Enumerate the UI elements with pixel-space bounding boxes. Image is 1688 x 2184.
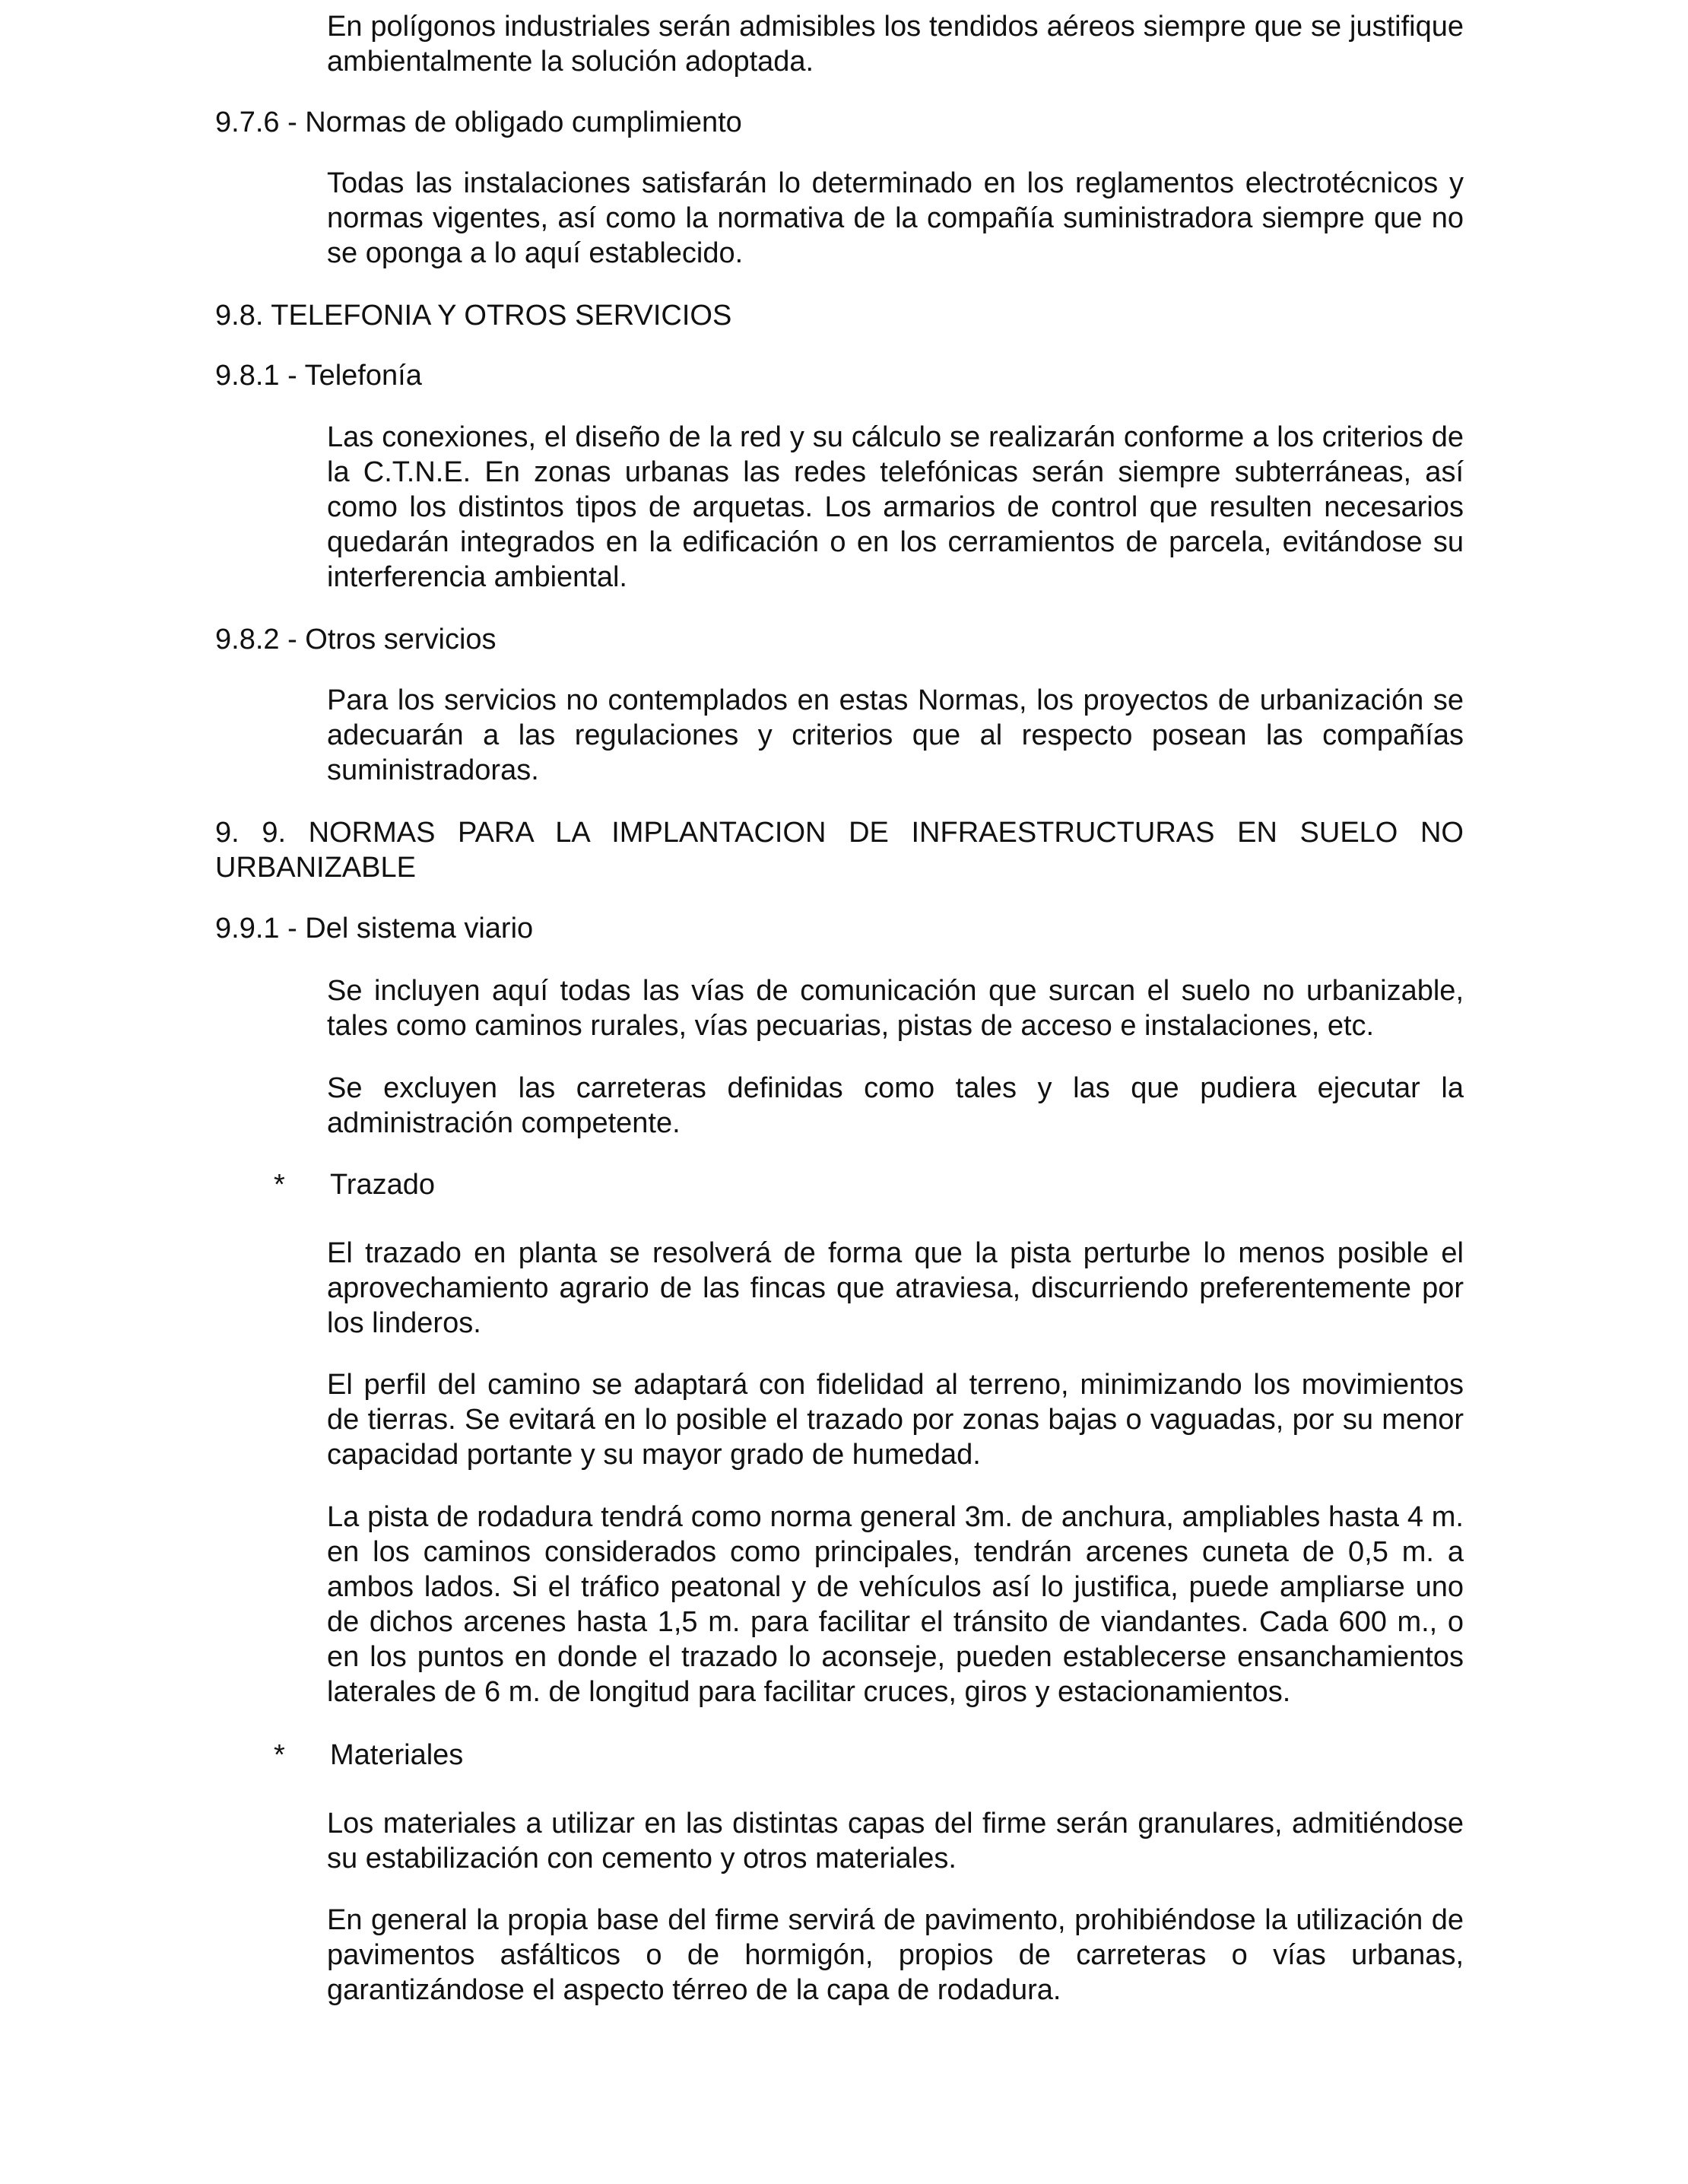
bullet-marker-materiales: * xyxy=(274,1739,285,1771)
heading-9-7-6: 9.7.6 - Normas de obligado cumplimiento xyxy=(215,106,742,138)
heading-9-8: 9.8. TELEFONIA Y OTROS SERVICIOS xyxy=(215,300,732,332)
heading-9-8-2: 9.8.2 - Otros servicios xyxy=(215,624,497,656)
paragraph-road-profile: El perfil del camino se adaptará con fidelidad al terreno, minimizando los movimientos de tierras. Se evitará en lo posible el trazado por zonas bajas o vaguadas, por su menor capacidad portante y su mayor grado de humedad. xyxy=(327,1369,1464,1471)
paragraph-track-width: La pista de rodadura tendrá como norma general 3m. de anchura, ampliables hasta 4 m. en los caminos considerados como principales, tendrán arcenes cuneta de 0,5 m. a ambos lados. Si el tráfico peatonal y de vehículos así lo justifica, puede ampliarse uno de dichos arcenes hasta 1,5 m. para facilitar el tránsito de viandantes. Cada 600 m., o en los puntos en donde el trazado lo aconseje, pueden establecerse ensanchamientos laterales de 6 m. de longitud para facilitar cruces, giros y estacionamientos. xyxy=(327,1501,1464,1708)
paragraph-included-roads: Se incluyen aquí todas las vías de comunicación que surcan el suelo no urbanizable, tales como caminos rurales, vías pecuarias, pistas de acceso e instalaciones, etc. xyxy=(327,975,1464,1042)
paragraph-layout-plan: El trazado en planta se resolverá de forma que la pista perturbe lo menos posible el aprovechamiento agrario de las fincas que atraviesa, discurriendo preferentemente por los linderos. xyxy=(327,1237,1464,1339)
bullet-heading-materiales: Materiales xyxy=(330,1739,464,1771)
paragraph-installations: Todas las instalaciones satisfarán lo determinado en los reglamentos electrotécnicos y normas vigentes, así como la normativa de la compañía suministradora siempre que no se oponga a lo aquí establecido. xyxy=(327,167,1464,269)
heading-9-9-1: 9.9.1 - Del sistema viario xyxy=(215,913,534,944)
paragraph-pavement: En general la propia base del firme servirá de pavimento, prohibiéndose la utilización de pavimentos asfálticos o de hormigón, propios de carreteras o vías urbanas, garantizándose el aspecto térreo de la capa de rodadura. xyxy=(327,1904,1464,2006)
paragraph-excluded-roads: Se excluyen las carreteras definidas como tales y las que pudiera ejecutar la administración competente. xyxy=(327,1072,1464,1139)
bullet-heading-trazado: Trazado xyxy=(330,1169,435,1201)
paragraph-other-services: Para los servicios no contemplados en estas Normas, los proyectos de urbanización se adecuarán a las regulaciones y criterios que al respecto posean las compañías suministradoras. xyxy=(327,684,1464,786)
bullet-marker-trazado: * xyxy=(274,1169,285,1201)
heading-9-8-1: 9.8.1 - Telefonía xyxy=(215,360,422,392)
paragraph-industrial-lines: En polígonos industriales serán admisibles los tendidos aéreos siempre que se justifique ambientalmente la solución adoptada. xyxy=(327,11,1464,78)
paragraph-connections: Las conexiones, el diseño de la red y su cálculo se realizarán conforme a los criterios de la C.T.N.E. En zonas urbanas las redes telefónicas serán siempre subterráneas, así como los distintos tipos de arquetas. Los armarios de control que resulten necesarios quedarán integrados en la edificación o en los cerramientos de parcela, evitándose su interferencia ambiental. xyxy=(327,421,1464,593)
paragraph-materials: Los materiales a utilizar en las distintas capas del firme serán granulares, admitiéndose su estabilización con cemento y otros materiales. xyxy=(327,1808,1464,1874)
heading-9-9: 9. 9. NORMAS PARA LA IMPLANTACION DE INFRAESTRUCTURAS EN SUELO NO URBANIZABLE xyxy=(215,817,1464,884)
